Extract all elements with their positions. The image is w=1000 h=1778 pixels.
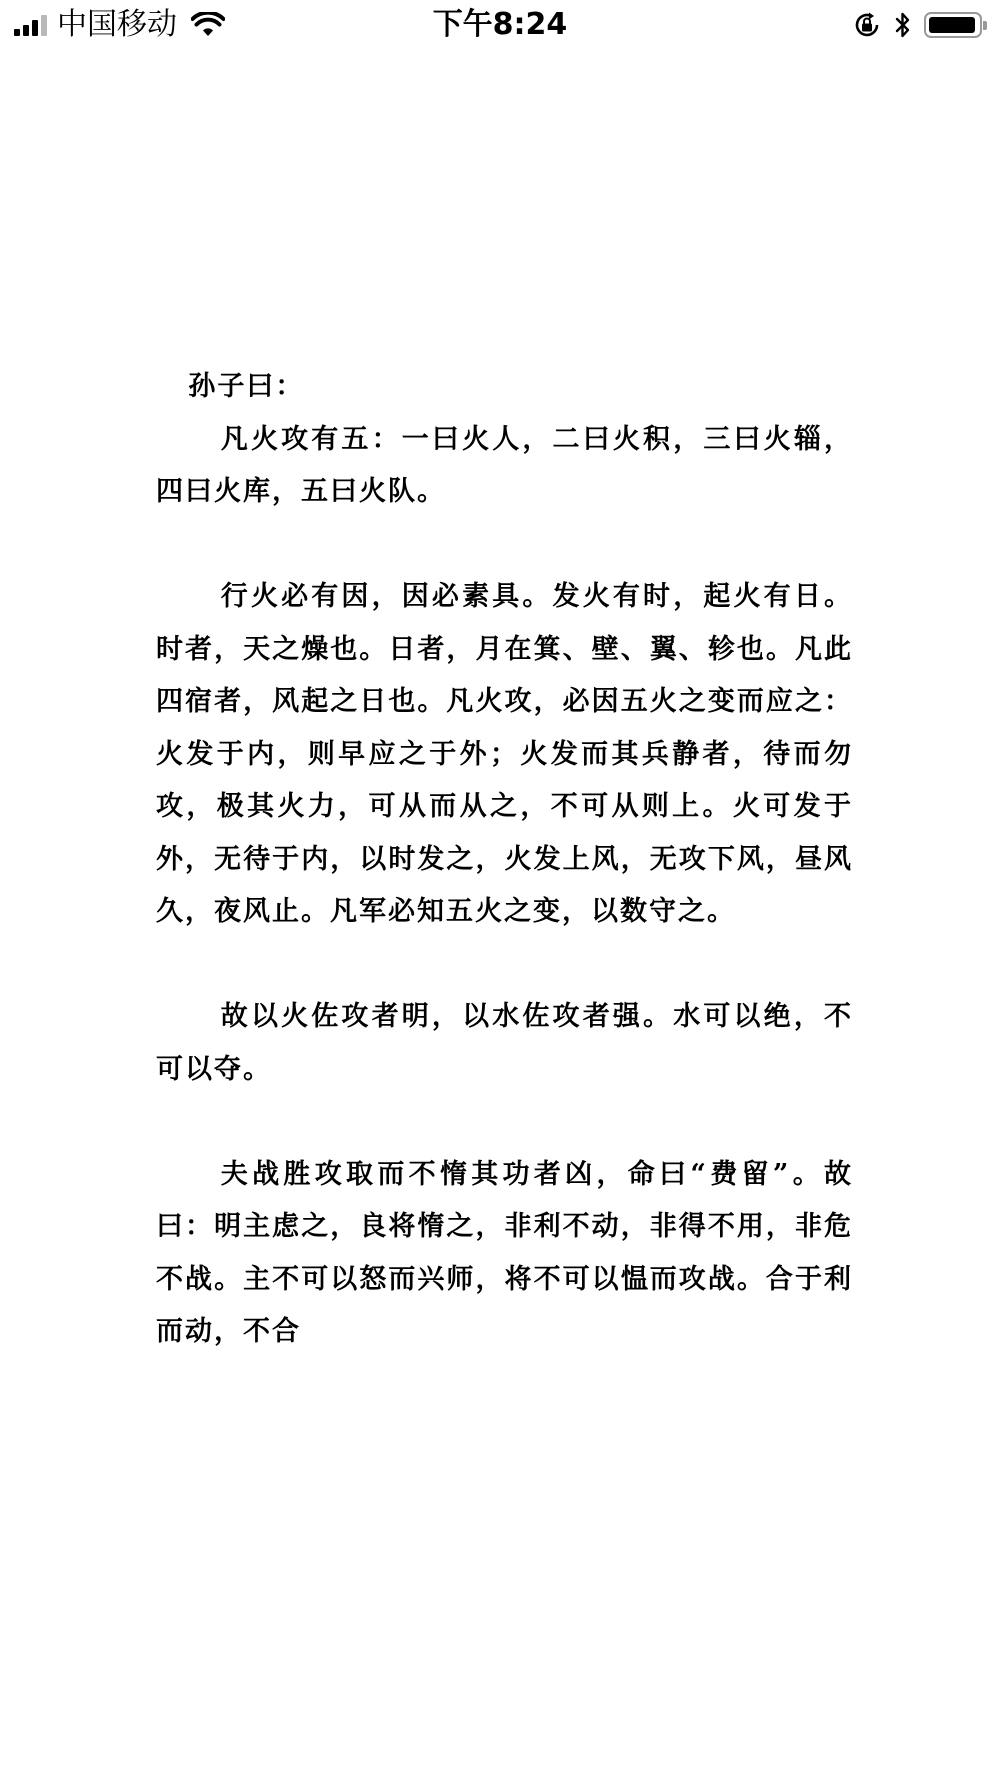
reader-text [156,361,853,1359]
paragraph: 夫战胜攻取而不惰其功者凶，命曰“费留”。故曰：明主虑之，良将惰之，非利不动，非得不用，非危不战。主不可以怒而兴师，将不可以愠而攻战。合于利而动，不合 [156,1158,853,1347]
status-bar [0,0,1000,50]
rotation-lock-icon [852,10,882,40]
paragraph-intro: 孙子曰： [188,371,305,402]
status-right [852,8,988,42]
paragraph: 凡火攻有五：一曰火人，二曰火积，三曰火辎，四曰火库，五曰火队。 [156,423,853,507]
battery-icon [924,12,982,38]
carrier-name: 中国移动 [57,7,177,42]
paragraph: 行火必有因，因必素具。发火有时，起火有日。时者，天之燥也。日者，月在箕、壁、翼、轸也。凡此四宿者，风起之日也。凡火攻，必因五火之变而应之：火发于内，则早应之于外；火发而其兵静者，待而勿攻，极其火力，可从而从之，不可从则上。火可发于外，无待于内，以时发之，火发上风，无攻下风，昼风久，夜风止。凡军必知五火之变，以数守之。 [156,581,853,927]
status-time: 下午8:24 [432,7,568,42]
bluetooth-icon [894,11,912,39]
battery-fill [929,17,975,33]
paragraph: 故以火佐攻者明，以水佐攻者强。水可以绝，不可以夺。 [156,1001,853,1085]
